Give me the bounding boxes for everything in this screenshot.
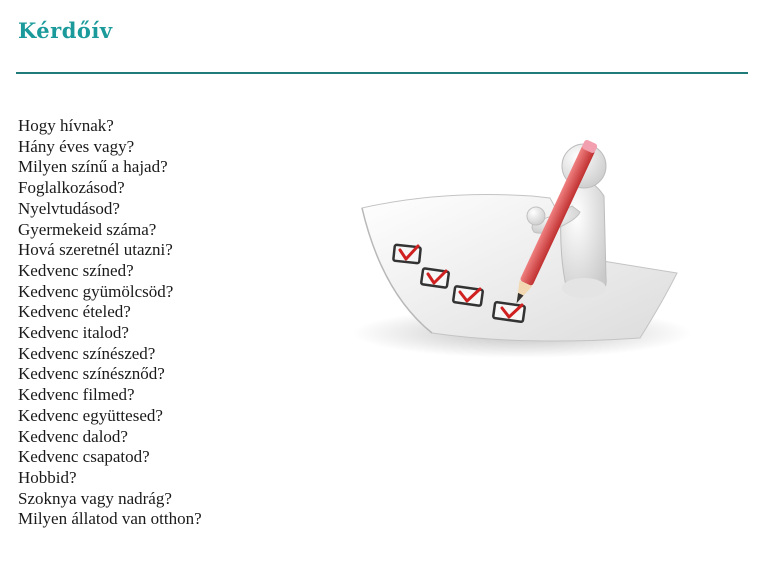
question-list	[18, 116, 202, 530]
list-item: Milyen színű a hajad?	[18, 157, 168, 177]
list-item: Kedvenc gyümölcsöd?	[18, 281, 174, 301]
list-item: Kedvenc dalod?	[18, 426, 128, 446]
checklist-figure-icon	[322, 128, 692, 368]
list-item: Hobbid?	[18, 467, 77, 487]
list-item: Kedvenc ételed?	[18, 302, 131, 322]
list-item: Hogy hívnak?	[18, 116, 114, 135]
list-item: Foglalkozásod?	[18, 178, 125, 198]
list-item: Kedvenc színésznőd?	[18, 364, 165, 384]
list-item: Milyen állatod van otthon?	[18, 509, 202, 529]
list-item: Szoknya vagy nadrág?	[18, 488, 172, 508]
list-item: Hová szeretnél utazni?	[18, 240, 173, 260]
list-item: Kedvenc csapatod?	[18, 447, 150, 467]
figure-hand	[527, 207, 545, 225]
list-item: Kedvenc filmed?	[18, 385, 135, 405]
list-item: Gyermekeid száma?	[18, 219, 157, 239]
list-item: Kedvenc együttesed?	[18, 405, 163, 425]
list-item: Kedvenc italod?	[18, 323, 129, 343]
list-item: Kedvenc színészed?	[18, 343, 156, 363]
list-item: Nyelvtudásod?	[18, 198, 120, 218]
list-item: Kedvenc színed?	[18, 260, 134, 280]
title-divider	[16, 72, 748, 74]
list-item: Hány éves vagy?	[18, 136, 135, 156]
page-title: Kérdőív	[18, 18, 113, 43]
